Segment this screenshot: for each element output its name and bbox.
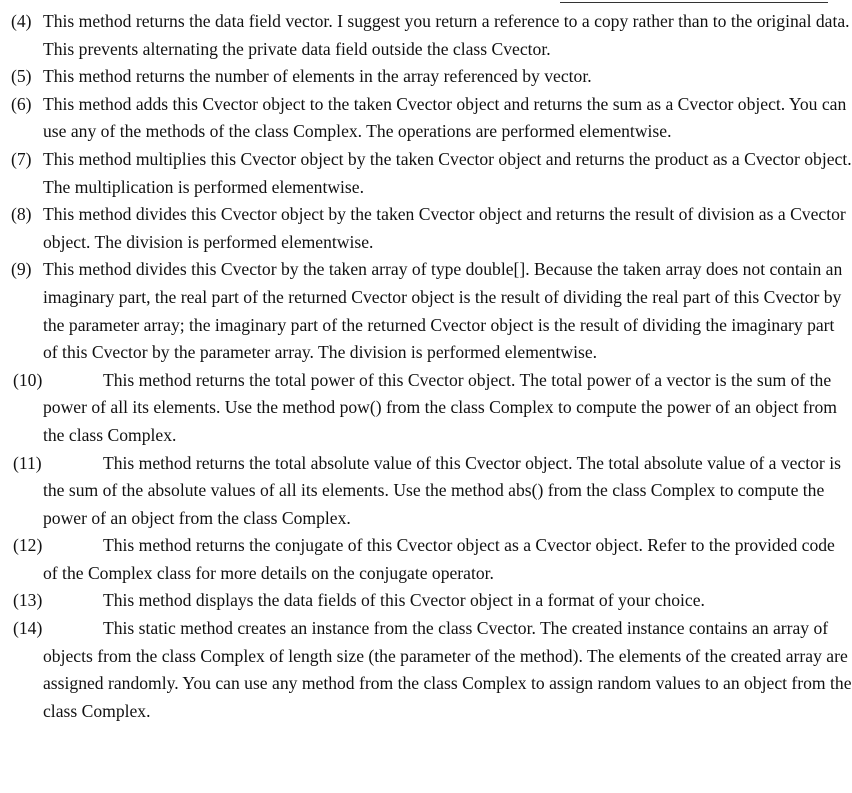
item-number: (11)	[13, 452, 42, 473]
list-item-12	[0, 532, 852, 587]
list-item-7	[0, 146, 852, 201]
list-item-13	[0, 587, 852, 615]
item-text: This method divides this Cvector object by the taken Cvector object and returns the result of division as a Cvector object. The division is performed elementwise.	[43, 204, 846, 252]
item-text: This static method creates an instance from the class Cvector. The created instance contains an array of objects from the class Complex of length size (the parameter of the method). The elements of the created array are assigned randomly. You can use any method from the class Complex to assign random values to an object from the class Complex.	[43, 618, 852, 721]
item-number: (10)	[13, 369, 43, 390]
item-number: (4)	[11, 11, 32, 31]
list-item-5	[0, 63, 852, 91]
list-item-8	[0, 201, 852, 256]
item-text: This method divides this Cvector by the taken array of type double[]. Because the taken array does not contain an imaginary part, the real part of the returned Cvector object is the result of dividing the real part of this Cvector by the parameter array; the imaginary part of the returned Cvector object is the result of dividing the imaginary part of this Cvector by the parameter array. The division is performed elementwise.	[43, 259, 843, 363]
list-item-10	[0, 367, 852, 450]
list-item-4	[0, 8, 852, 63]
item-text: This method returns the conjugate of this Cvector object as a Cvector object. Refer to the provided code of the Complex class for more details on the conjugate operator.	[43, 535, 835, 583]
item-number: (5)	[11, 66, 32, 87]
item-number: (8)	[11, 204, 32, 225]
item-number: (7)	[11, 148, 32, 169]
item-text: This method returns the data field vector. I suggest you return a reference to a copy rather than to the original data. This prevents alternating the private data field outside the class Cvector.	[43, 11, 850, 59]
item-text: This method returns the total power of this Cvector object. The total power of a vector is the sum of the power of all its elements. Use the method pow() from the class Complex to compute the power of an object from the class Complex.	[43, 369, 837, 445]
item-number: (13)	[13, 590, 43, 611]
item-text: This method returns the number of elements in the array referenced by vector.	[43, 66, 592, 87]
top-rule	[560, 2, 828, 3]
item-text: This method multiplies this Cvector object by the taken Cvector object and returns the product as a Cvector object. The multiplication is performed elementwise.	[43, 148, 852, 197]
item-number: (9)	[11, 259, 32, 280]
list-item-6	[0, 91, 852, 146]
item-number: (12)	[13, 535, 43, 556]
item-text: This method displays the data fields of this Cvector object in a format of your choice.	[103, 590, 705, 611]
list-item-14	[0, 615, 852, 725]
list-item-11	[0, 450, 852, 533]
item-text: This method adds this Cvector object to the taken Cvector object and returns the sum as a Cvector object. You can use any of the methods of the class Complex. The operations are performed elementwise.	[43, 93, 847, 142]
item-number: (6)	[11, 93, 32, 114]
method-description-list	[0, 8, 852, 725]
item-number: (14)	[13, 618, 43, 639]
item-text: This method returns the total absolute value of this Cvector object. The total absolute value of a vector is the sum of the absolute values of all its elements. Use the method abs() from the class Complex to compute the power of an object from the class Complex.	[43, 452, 841, 528]
list-item-9	[0, 256, 852, 366]
